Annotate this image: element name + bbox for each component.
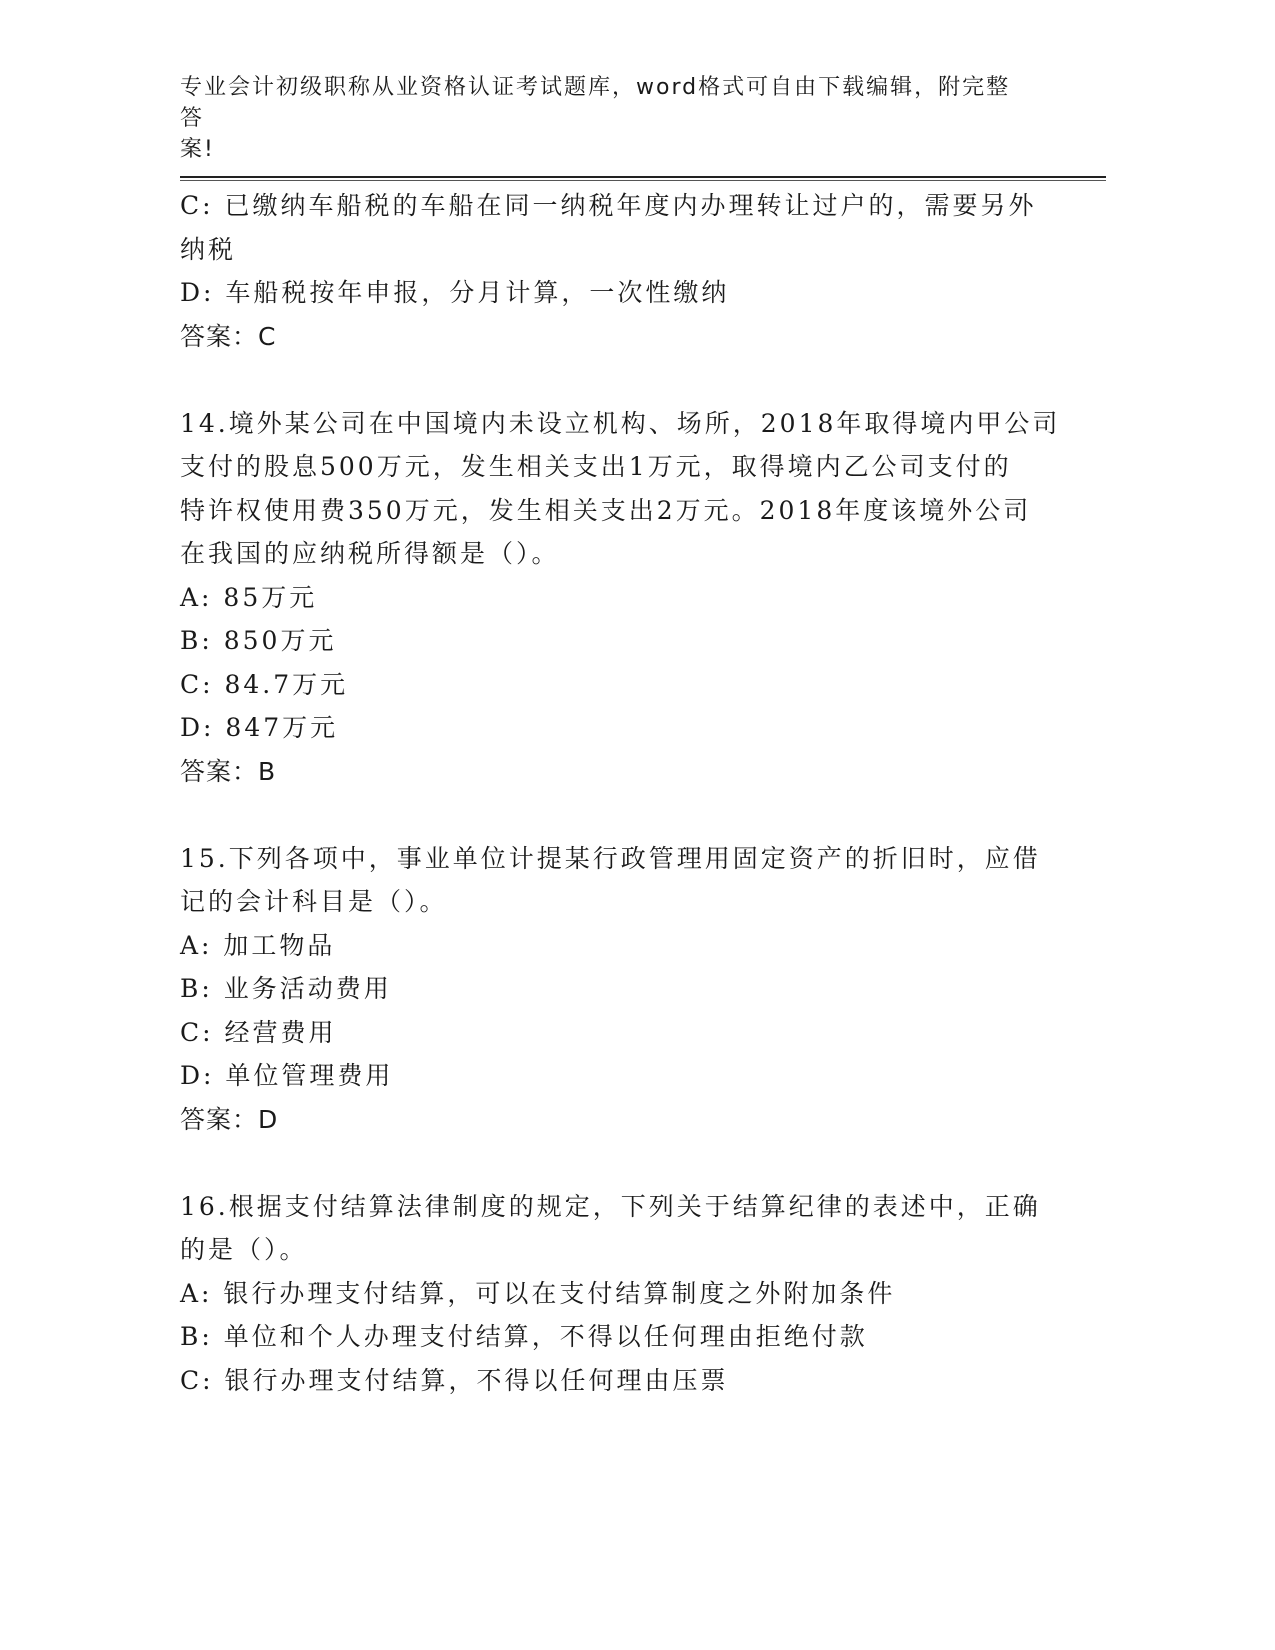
question-stem: 15.下列各项中，事业单位计提某行政管理用固定资产的折旧时，应借 [180,843,1041,873]
answer-label: 答案：B [180,756,277,786]
option-d: D: 847万元 [180,713,339,742]
question-stem-continued: 在我国的应纳税所得额是（）。 [180,539,560,568]
question-stem-continued: 的是（）。 [180,1235,308,1264]
header-divider-thin [180,180,1106,181]
option-c: C: 经营费用 [180,1017,337,1047]
header-divider-thick [180,176,1106,178]
spacer [180,793,1040,837]
spacer [180,358,1040,402]
question-stem-continued: 特许权使用费350万元，发生相关支出2万元。2018年度该境外公司 [180,495,1032,525]
question-stem: 16.根据支付结算法律制度的规定，下列关于结算纪律的表述中，正确 [180,1191,1041,1221]
question-stem-continued: 记的会计科目是（）。 [180,887,448,916]
option-b: B: 业务活动费用 [180,974,392,1003]
header-line-2: 案! [180,137,215,162]
option-a: A: 加工物品 [180,930,336,960]
option-c-continued: 纳税 [180,234,237,264]
option-a: A: 85万元 [180,582,318,612]
option-b: B: 850万元 [180,626,337,655]
page-header [180,72,1030,165]
answer-label: 答案：C [180,321,277,351]
option-d: D: 车船税按年申报，分月计算，一次性缴纳 [180,278,730,307]
spacer [180,1141,1040,1185]
question-13-continued [180,184,1040,358]
option-b: B: 单位和个人办理支付结算，不得以任何理由拒绝付款 [180,1322,868,1351]
option-c: C: 已缴纳车船税的车船在同一纳税年度内办理转让过户的，需要另外 [180,191,1037,220]
question-stem: 14.境外某公司在中国境内未设立机构、场所，2018年取得境内甲公司 [180,408,1061,438]
option-c: C: 银行办理支付结算，不得以任何理由压票 [180,1365,729,1395]
question-16 [180,1185,1040,1403]
question-stem-continued: 支付的股息500万元，发生相关支出1万元，取得境内乙公司支付的 [180,452,1012,481]
question-content [180,184,1061,1402]
option-c: C: 84.7万元 [180,669,349,699]
question-15 [180,837,1040,1142]
answer-label: 答案：D [180,1104,279,1134]
question-14 [180,402,1061,794]
option-a: A: 银行办理支付结算，可以在支付结算制度之外附加条件 [180,1278,896,1308]
header-line-1: 专业会计初级职称从业资格认证考试题库，word格式可自由下载编辑，附完整答 [180,75,1011,131]
option-d: D: 单位管理费用 [180,1061,394,1090]
